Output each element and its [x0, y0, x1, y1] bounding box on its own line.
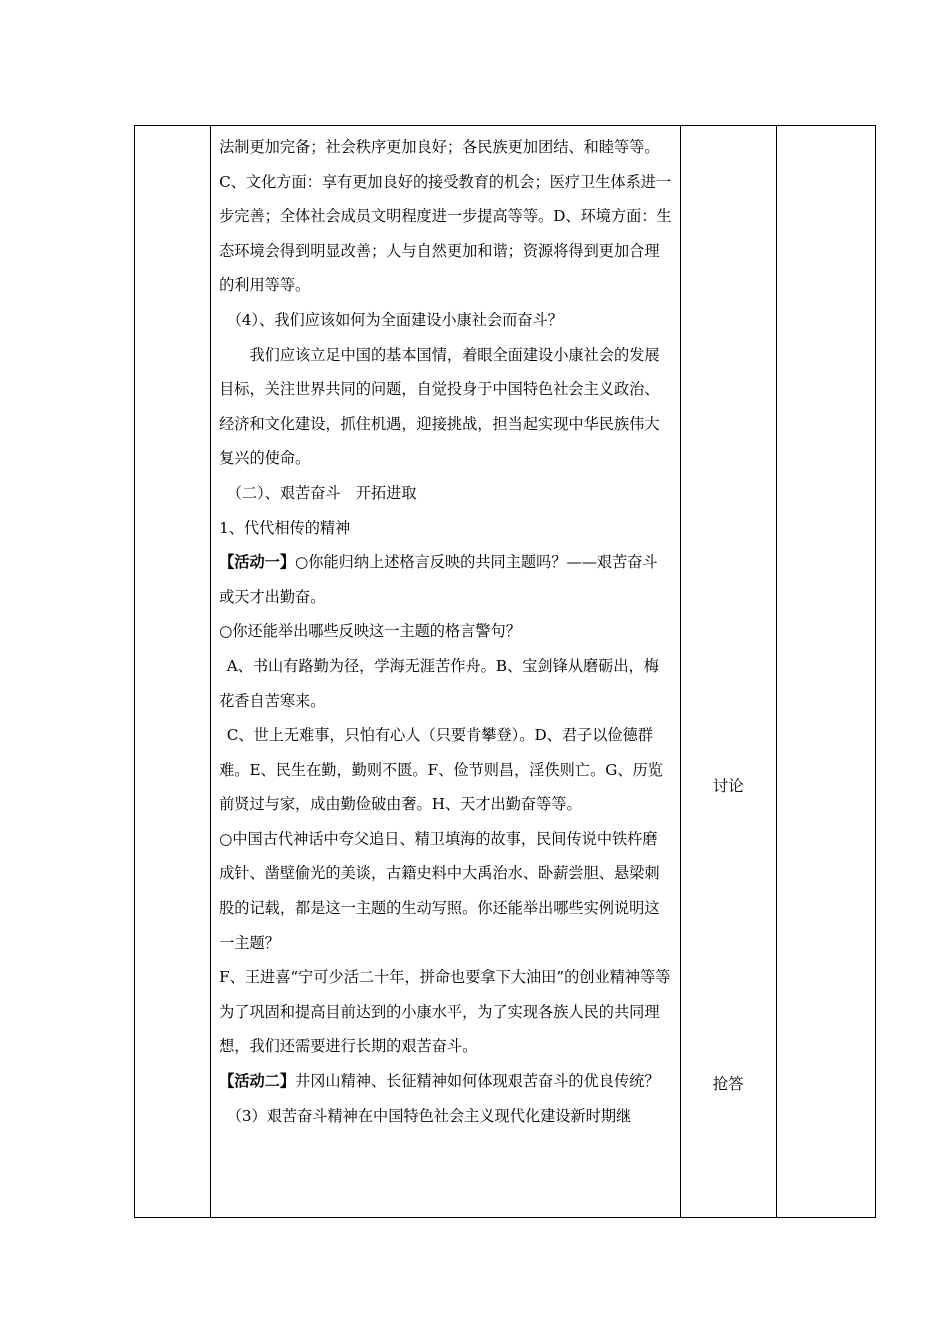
- activity-1-text: ○你能归纳上述格言反映的共同主题吗？——艰苦奋斗或天才出勤奋。: [219, 553, 658, 606]
- paragraph-activity-2: [219, 1064, 672, 1099]
- blank-right-cell: [776, 126, 875, 1218]
- activity-1-label: 【活动一】: [219, 553, 296, 572]
- paragraph-long-struggle: 为了巩固和提高目前达到的小康水平，为了实现各族人民的共同理想，我们还需要进行长期的艰苦奋斗。: [219, 1002, 660, 1056]
- paragraph-proverbs-ch: C、世上无难事，只怕有心人（只要肯攀登）。D、君子以俭德群难。E、民生在勤，勤则不匮。F、俭节则昌，淫佚则亡。G、历览前贤过与家，成由勤俭破由奢。H、天才出勤奋等等。: [219, 726, 663, 814]
- paragraph-question-4: （4）、我们应该如何为全面建设小康社会而奋斗？: [226, 310, 563, 329]
- paragraph-myths: ○中国古代神话中夸父追日、精卫填海的故事，民间传说中铁杵磨成针、凿壁偷光的美谈，古籍史料中大禹治水、卧薪尝胆、悬梁刺股的记载，都是这一主题的生动写照。你还能举出哪些实例说明这一主题？: [219, 829, 660, 952]
- section-heading-2: （二）、艰苦奋斗 开拓进取: [226, 483, 417, 502]
- paragraph-wang-jinxi: F、王进喜“宁可少活二十年，拼命也要拿下大油田”的创业精神等等: [219, 968, 671, 987]
- quick-answer-label: 抢答: [712, 1075, 744, 1093]
- paragraph-activity-1: [219, 545, 672, 614]
- subheading-spirit: 1、代代相传的精神: [219, 518, 351, 537]
- content-cell: [211, 126, 681, 1218]
- paragraph-point-3: （3）艰苦奋斗精神在中国特色社会主义现代化建设新时期继: [226, 1106, 632, 1125]
- activity-2-text: 井冈山精神、长征精神如何体现艰苦奋斗的优良传统？: [295, 1072, 660, 1091]
- blank-left-cell: [135, 126, 211, 1218]
- discuss-label: 讨论: [712, 777, 744, 795]
- paragraph-answer-4: 我们应该立足中国的基本国情，着眼全面建设小康社会的发展目标，关注世界共同的问题，自觉投身于中国特色社会主义政治、经济和文化建设，抓住机遇，迎接挑战，担当起实现中华民族伟大复兴的使命。: [219, 345, 660, 468]
- lesson-table: [134, 125, 876, 1218]
- paragraph-society-culture-environment: 法制更加完备；社会秩序更加良好；各民族更加团结、和睦等等。C、文化方面：享有更加良好的接受教育的机会；医疗卫生体系进一步完善；全体社会成员文明程度进一步提高等等。D、环境方面：生态环境会得到明显改善；人与自然更加和谐；资源将得到更加合理的利用等等。: [219, 138, 672, 295]
- paragraph-proverb-question: ○你还能举出哪些反映这一主题的格言警句？: [219, 622, 521, 641]
- table-row: [135, 126, 876, 1218]
- activity-2-label: 【活动二】: [219, 1072, 296, 1091]
- paragraph-proverbs-ab: A、书山有路勤为径，学海无涯苦作舟。B、宝剑锋从磨砺出，梅花香自苦寒来。: [219, 656, 659, 710]
- activity-type-cell: [680, 126, 776, 1218]
